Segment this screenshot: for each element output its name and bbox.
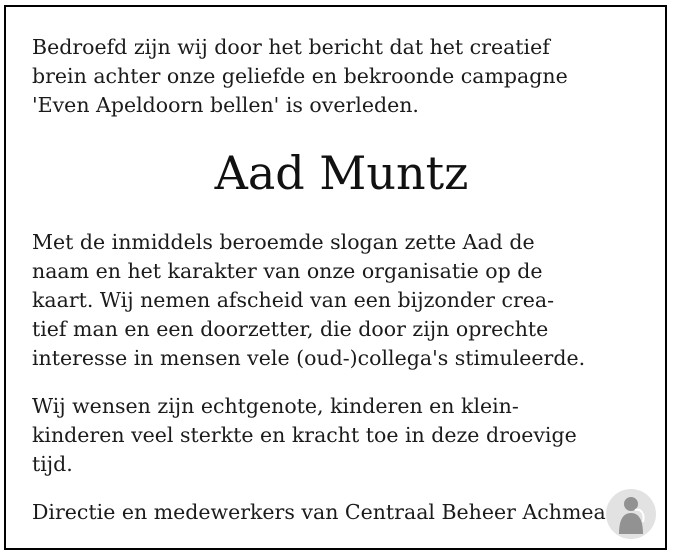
body-line: naam en het karakter van onze organisatie op de — [32, 259, 543, 283]
wish-line: Wij wensen zijn echtgenote, kinderen en klein- — [32, 394, 519, 418]
deceased-name: Aad Muntz — [214, 146, 469, 200]
body-line: kaart. Wij nemen afscheid van een bijzonder crea- — [32, 288, 555, 312]
body-line: tief man en een doorzetter, die door zijn oprechte — [32, 317, 549, 341]
signature-line: Directie en medewerkers van Centraal Beheer Achmea — [32, 500, 606, 524]
wish-line: kinderen veel sterkte en kracht toe in deze droevige — [32, 423, 577, 447]
wish-paragraph — [32, 392, 651, 479]
body-line: interesse in mensen vele (oud-)collega's stimuleerde. — [32, 346, 586, 370]
intro-line: Bedroefd zijn wij door het bericht dat het creatief — [32, 35, 550, 59]
intro-paragraph — [32, 33, 651, 120]
notice-frame — [4, 5, 667, 550]
intro-line: brein achter onze geliefde en bekroonde campagne — [32, 64, 568, 88]
intro-line: 'Even Apeldoorn bellen' is overleden. — [32, 93, 419, 117]
body-paragraph — [32, 228, 651, 373]
memorial-watermark-icon — [605, 488, 657, 540]
wish-line: tijd. — [32, 452, 73, 476]
body-line: Met de inmiddels beroemde slogan zette Aad de — [32, 230, 535, 254]
notice-content — [32, 33, 651, 527]
